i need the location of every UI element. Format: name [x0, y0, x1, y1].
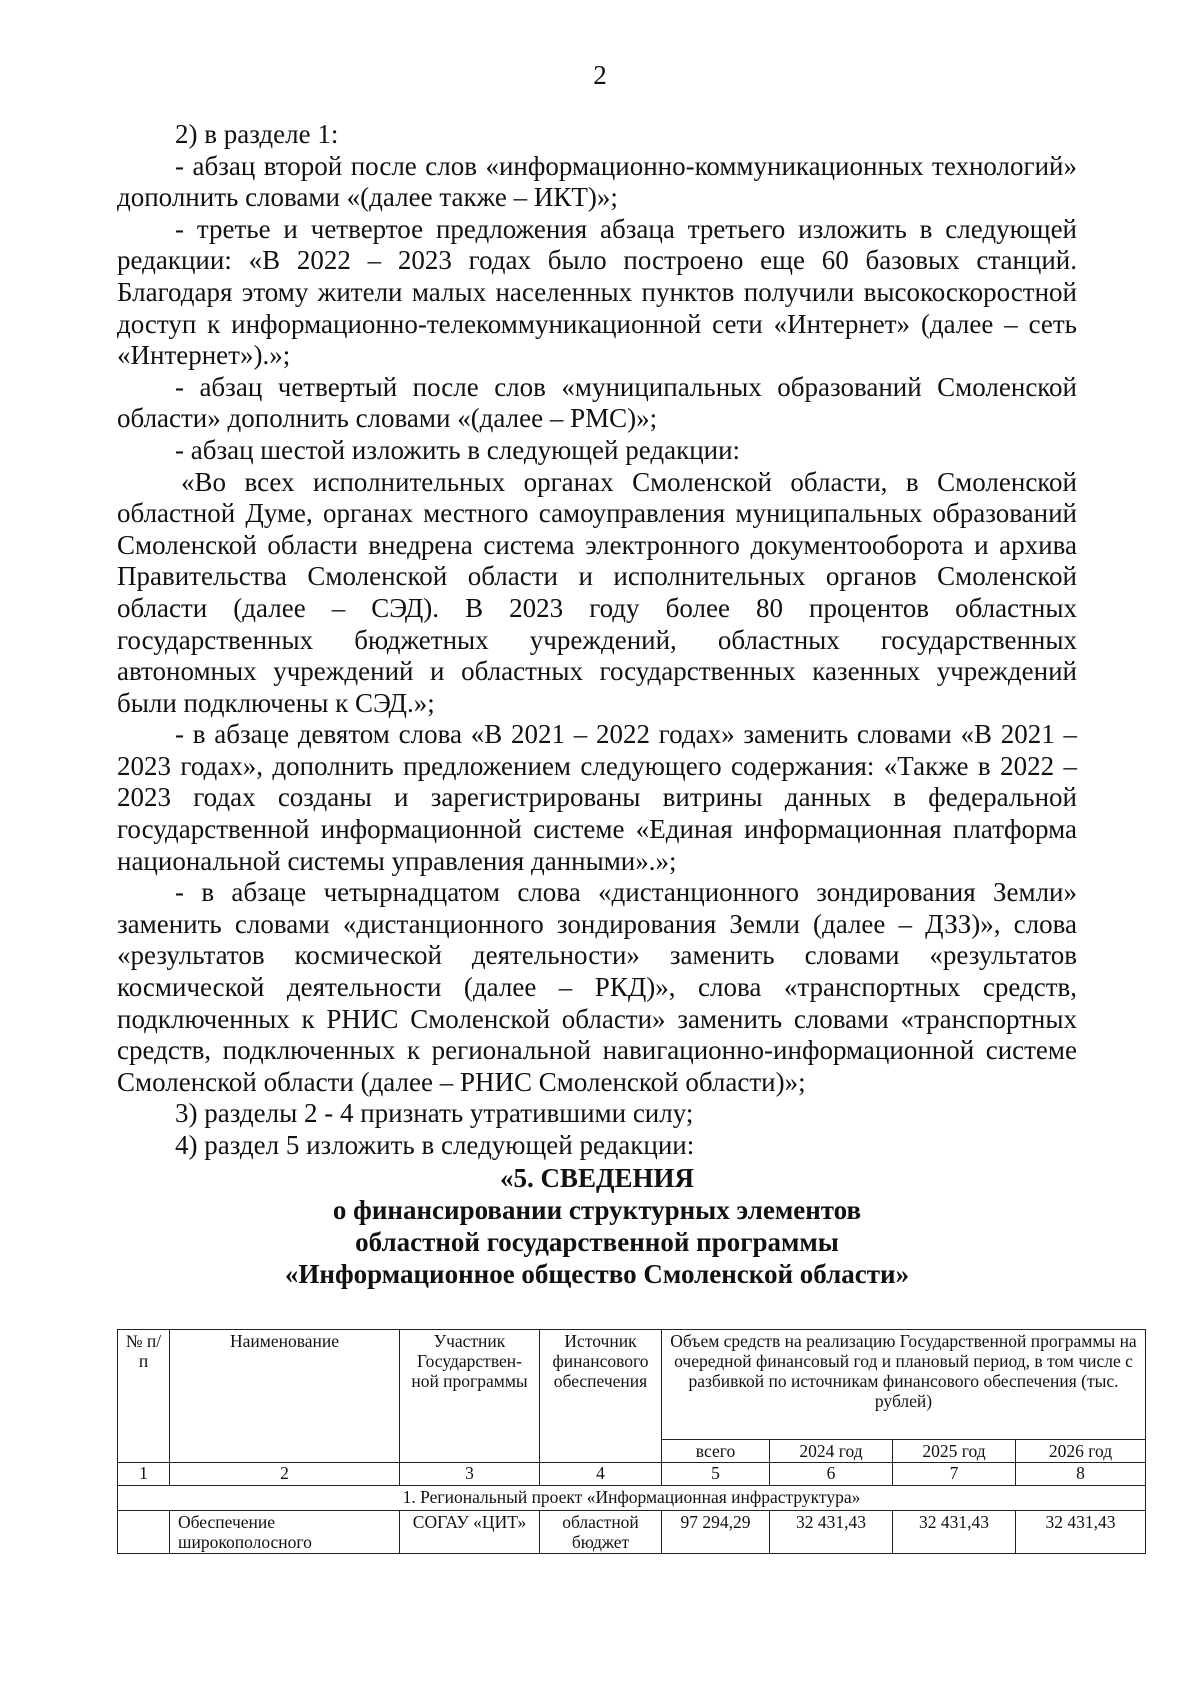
- paragraph: 3) разделы 2 - 4 признать утратившими силу;: [175, 1098, 694, 1129]
- column-number: 3: [400, 1463, 540, 1486]
- header-2025: 2025 год: [893, 1440, 1016, 1463]
- cell-2024: 32 431,43: [770, 1511, 893, 1554]
- paragraph: - абзац второй после слов «информационно-коммуникационных технологий» дополнить словами «(далее также – ИКТ)»;: [117, 150, 1077, 213]
- cell-source: областной бюджет: [540, 1511, 662, 1554]
- heading-line: областной государственной программы: [355, 1226, 839, 1257]
- column-number: 1: [118, 1463, 170, 1486]
- paragraph: - в абзаце четырнадцатом слова «дистанционного зондирования Земли» заменить словами «дистанционного зондирования Земли (далее – ДЗЗ)», слова «результатов космической деятельности» заменить словами «результатов космической деятельности (далее – РКД)», слова «транспортных средств, подключенных к РНИС Смоленской области» заменить словами «транспортных средств, подключенных к региональной навигационно-информационной системе Смоленской области (далее – РНИС Смоленской области)»;: [117, 877, 1077, 1097]
- paragraph: - абзац шестой изложить в следующей редакции:: [175, 434, 741, 465]
- header-volume: Объем средств на реализацию Государственной программы на очередной финансовый год и плановый период, в том числе с разбивкой по источникам финансового обеспечения (тыс. рублей): [662, 1330, 1146, 1440]
- section-heading: [117, 1162, 1077, 1290]
- column-number: 5: [662, 1463, 770, 1486]
- cell-2025: 32 431,43: [893, 1511, 1016, 1554]
- section-title: 1. Региональный проект «Информационная инфраструктура»: [118, 1486, 1146, 1511]
- cell-total: 97 294,29: [662, 1511, 770, 1554]
- cell-num: [118, 1511, 170, 1554]
- paragraph: - в абзаце девятом слова «В 2021 – 2022 годах» заменить словами «В 2021 – 2023 годах», дополнить предложением следующего содержания: «Также в 2022 – 2023 годах созданы и зарегистрированы витрины данных в федеральной государственной информационной системе «Единая информационная платформа национальной системы управления данными».»;: [117, 719, 1077, 876]
- section-row: [118, 1486, 1146, 1511]
- cell-name: Обеспечение широкополосного: [170, 1511, 400, 1554]
- cell-participant: СОГАУ «ЦИТ»: [400, 1511, 540, 1554]
- paragraph: - третье и четвертое предложения абзаца третьего изложить в следующей редакции: «В 2022 – 2023 годах было построено еще 60 базовых станций. Благодаря этому жители малых населенных пунктов получили высокоскоростной доступ к информационно-телекоммуникационной сети «Интернет» (далее – сеть «Интернет»).»;: [117, 213, 1077, 371]
- header-total: всего: [662, 1440, 770, 1463]
- heading-line: «5. СВЕДЕНИЯ: [499, 1162, 695, 1193]
- table-header-row: [118, 1330, 1146, 1440]
- paragraph: 4) раздел 5 изложить в следующей редакции:: [175, 1130, 695, 1160]
- heading-line: о финансировании структурных элементов: [332, 1194, 862, 1225]
- document-body: [117, 119, 1077, 1290]
- paragraph: 2) в разделе 1:: [175, 119, 339, 149]
- column-number: 8: [1016, 1463, 1146, 1486]
- heading-line: «Информационное общество Смоленской области»: [284, 1258, 910, 1289]
- table-row: [118, 1511, 1146, 1554]
- financing-table: [117, 1329, 1146, 1554]
- paragraph: «Во всех исполнительных органах Смоленской области, в Смоленской областной Думе, органах местного самоуправления муниципальных образований Смоленской области внедрена система электронного документооборота и архива Правительства Смоленской области и исполнительных органов Смоленской области (далее – СЭД). В 2023 году более 80 процентов областных государственных бюджетных учреждений, областных государственных автономных учреждений и областных государственных казенных учреждений были подключены к СЭД.»;: [117, 466, 1077, 718]
- column-number: 4: [540, 1463, 662, 1486]
- header-source: Источник финансового обеспечения: [540, 1330, 662, 1463]
- header-2024: 2024 год: [770, 1440, 893, 1463]
- column-number: 6: [770, 1463, 893, 1486]
- header-num: № п/п: [118, 1330, 170, 1463]
- column-number-row: [118, 1463, 1146, 1486]
- page-number: 2: [593, 60, 607, 90]
- header-name: Наименование: [170, 1330, 400, 1463]
- header-participant: Участник Государствен-ной программы: [400, 1330, 540, 1463]
- cell-2026: 32 431,43: [1016, 1511, 1146, 1554]
- paragraph: - абзац четвертый после слов «муниципальных образований Смоленской области» дополнить словами «(далее – РМС)»;: [117, 371, 1077, 434]
- column-number: 2: [170, 1463, 400, 1486]
- column-number: 7: [893, 1463, 1016, 1486]
- header-2026: 2026 год: [1016, 1440, 1146, 1463]
